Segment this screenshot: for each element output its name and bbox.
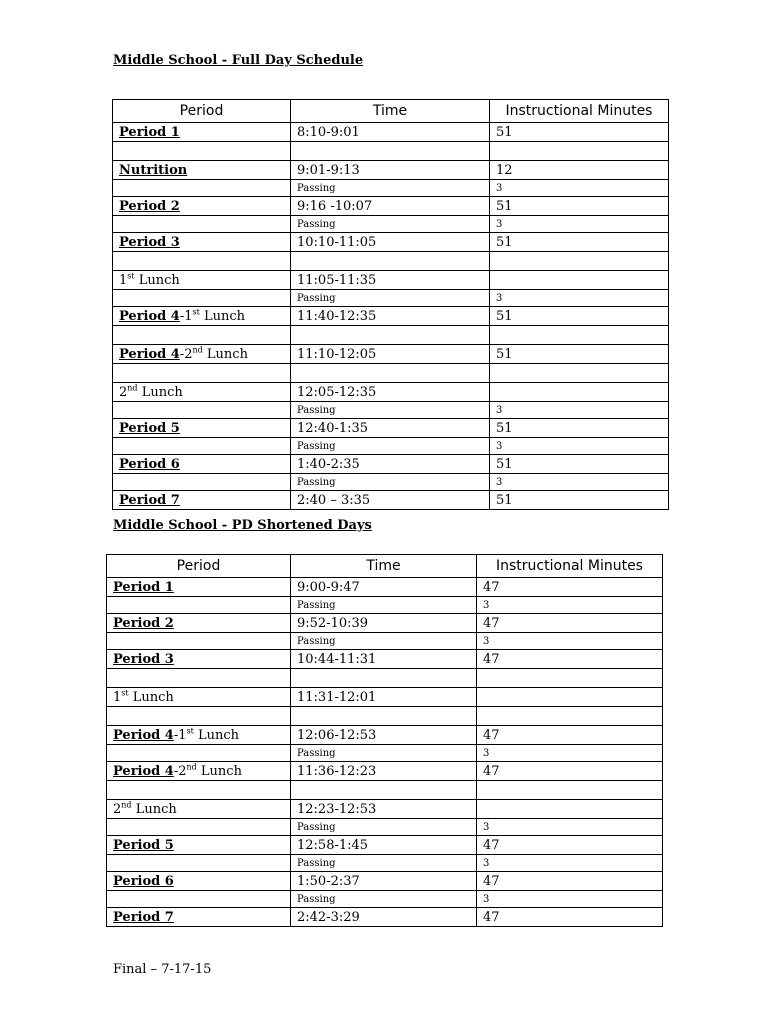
time-cell: 12:23-12:53 [291,800,477,819]
full-day-schedule-title: Middle School - Full Day Schedule [113,53,364,68]
time-cell: Passing [291,633,477,650]
column-header-time: Time [291,100,490,123]
minutes-cell [490,383,669,402]
minutes-cell: 3 [490,180,669,197]
period-suffix: 2 [113,801,122,817]
period-name: Period 5 [113,837,174,853]
period-cell [113,402,291,419]
column-header-period: Period [107,555,291,578]
lunch-label: Lunch [199,308,245,324]
table-row [113,233,669,252]
period-suffix: -1 [173,727,187,743]
minutes-cell: 3 [477,597,663,614]
table-row [113,290,669,307]
table-row [107,745,663,762]
table-row [107,872,663,891]
period-cell [107,908,291,927]
period-cell [113,123,291,142]
period-name: Period 3 [119,234,180,250]
time-cell [291,364,490,383]
table-row [107,614,663,633]
time-cell: 11:36-12:23 [291,762,477,781]
time-cell: 10:44-11:31 [291,650,477,669]
time-cell: 12:05-12:35 [291,383,490,402]
table-row [107,836,663,855]
period-cell [113,455,291,474]
table-row [107,707,663,726]
time-cell: 12:58-1:45 [291,836,477,855]
minutes-cell [490,271,669,290]
minutes-cell [477,707,663,726]
table-row [113,383,669,402]
table-row [113,123,669,142]
minutes-cell: 3 [490,216,669,233]
table-row [113,345,669,364]
time-cell: 8:10-9:01 [291,123,490,142]
minutes-cell [477,800,663,819]
period-cell [113,307,291,326]
period-cell [107,669,291,688]
full-day-schedule-rows [113,123,669,510]
time-cell: Passing [291,180,490,197]
table-header-row [113,100,669,123]
table-row [107,650,663,669]
lunch-label: Lunch [193,727,239,743]
ordinal-suffix: nd [121,800,132,810]
period-name: Period 7 [113,909,174,925]
minutes-cell: 3 [477,819,663,836]
time-cell: 2:40 – 3:35 [291,491,490,510]
ordinal-suffix: st [121,688,129,698]
period-name: Period 1 [113,579,174,595]
period-cell [107,614,291,633]
table-header-row [107,555,663,578]
table-row [113,180,669,197]
time-cell: Passing [291,855,477,872]
table-row [113,438,669,455]
period-name: Period 7 [119,492,180,508]
time-cell: 11:31-12:01 [291,688,477,707]
ordinal-suffix: nd [192,345,203,355]
table-row [107,726,663,745]
period-name: Period 1 [119,124,180,140]
column-header-minutes: Instructional Minutes [490,100,669,123]
period-cell [113,142,291,161]
period-cell [113,197,291,216]
period-name: Period 2 [119,198,180,214]
minutes-cell: 3 [490,402,669,419]
pd-shortened-days-table [106,554,663,927]
time-cell [291,781,477,800]
period-name: Period 4 [119,308,180,324]
table-row [107,800,663,819]
time-cell: 9:52-10:39 [291,614,477,633]
lunch-label: Lunch [196,763,242,779]
minutes-cell: 47 [477,726,663,745]
table-row [107,762,663,781]
table-row [113,402,669,419]
ordinal-suffix: st [186,726,194,736]
time-cell: 9:00-9:47 [291,578,477,597]
period-cell [107,597,291,614]
minutes-cell: 51 [490,197,669,216]
table-row [107,633,663,650]
time-cell [291,252,490,271]
time-cell: 11:05-11:35 [291,271,490,290]
table-row [113,364,669,383]
time-cell: Passing [291,891,477,908]
table-row [113,455,669,474]
period-name: Period 4 [113,763,174,779]
time-cell: 10:10-11:05 [291,233,490,252]
minutes-cell [490,142,669,161]
period-suffix: -1 [179,308,193,324]
table-row [113,419,669,438]
minutes-cell [490,364,669,383]
time-cell [291,326,490,345]
period-cell [113,216,291,233]
table-row [107,819,663,836]
table-row [113,474,669,491]
minutes-cell: 51 [490,419,669,438]
table-row [113,307,669,326]
ordinal-suffix: st [192,307,200,317]
period-cell [107,781,291,800]
time-cell: Passing [291,597,477,614]
pd-shortened-days-rows [107,578,663,927]
time-cell [291,669,477,688]
period-cell [113,438,291,455]
ordinal-suffix: nd [186,762,197,772]
lunch-label: Lunch [131,801,177,817]
period-suffix: -2 [179,346,193,362]
minutes-cell: 47 [477,836,663,855]
period-cell [113,491,291,510]
lunch-label: Lunch [134,272,180,288]
table-row [113,271,669,290]
time-cell: Passing [291,474,490,491]
time-cell: 2:42-3:29 [291,908,477,927]
time-cell: 9:01-9:13 [291,161,490,180]
column-header-period: Period [113,100,291,123]
ordinal-suffix: nd [127,383,138,393]
time-cell: 9:16 -10:07 [291,197,490,216]
period-name: Period 4 [119,346,180,362]
period-cell [113,161,291,180]
period-cell [113,252,291,271]
minutes-cell: 3 [490,474,669,491]
document-footer: Final – 7-17-15 [113,962,212,977]
time-cell: 11:10-12:05 [291,345,490,364]
minutes-cell: 3 [477,855,663,872]
minutes-cell [490,326,669,345]
minutes-cell: 47 [477,872,663,891]
lunch-label: Lunch [137,384,183,400]
period-cell [113,326,291,345]
period-suffix: 2 [119,384,128,400]
table-row [107,669,663,688]
table-row [107,688,663,707]
minutes-cell: 3 [490,290,669,307]
minutes-cell: 3 [477,633,663,650]
period-name: Period 6 [119,456,180,472]
period-name: Period 2 [113,615,174,631]
period-cell [113,290,291,307]
period-cell [107,819,291,836]
period-cell [107,855,291,872]
period-cell [107,762,291,781]
period-name: Period 4 [113,727,174,743]
minutes-cell: 51 [490,123,669,142]
time-cell [291,707,477,726]
time-cell: Passing [291,290,490,307]
period-cell [113,419,291,438]
column-header-time: Time [291,555,477,578]
period-cell [113,233,291,252]
period-cell [107,707,291,726]
minutes-cell: 3 [477,891,663,908]
period-cell [107,891,291,908]
ordinal-suffix: st [127,271,135,281]
minutes-cell: 47 [477,650,663,669]
period-cell [107,745,291,762]
period-cell [113,364,291,383]
time-cell [291,142,490,161]
minutes-cell [477,669,663,688]
period-cell [107,688,291,707]
time-cell: 1:40-2:35 [291,455,490,474]
table-row [107,597,663,614]
table-row [107,855,663,872]
minutes-cell [477,688,663,707]
minutes-cell: 51 [490,491,669,510]
period-name: Period 3 [113,651,174,667]
period-cell [107,650,291,669]
time-cell: 12:06-12:53 [291,726,477,745]
table-row [107,578,663,597]
minutes-cell: 47 [477,578,663,597]
time-cell: 12:40-1:35 [291,419,490,438]
full-day-schedule-table [112,99,669,510]
time-cell: 11:40-12:35 [291,307,490,326]
minutes-cell: 3 [490,438,669,455]
minutes-cell [477,781,663,800]
minutes-cell: 51 [490,233,669,252]
table-row [107,891,663,908]
lunch-label: Lunch [128,689,174,705]
period-cell [113,345,291,364]
lunch-label: Lunch [202,346,248,362]
period-cell [107,872,291,891]
time-cell: Passing [291,402,490,419]
minutes-cell [490,252,669,271]
table-row [113,161,669,180]
period-name: Nutrition [119,162,188,178]
period-cell [107,836,291,855]
minutes-cell: 51 [490,455,669,474]
table-row [113,197,669,216]
time-cell: Passing [291,745,477,762]
period-cell [107,633,291,650]
minutes-cell: 51 [490,307,669,326]
period-name: Period 6 [113,873,174,889]
period-cell [113,271,291,290]
table-row [107,908,663,927]
minutes-cell: 3 [477,745,663,762]
minutes-cell: 12 [490,161,669,180]
time-cell: 1:50-2:37 [291,872,477,891]
period-name: Period 5 [119,420,180,436]
period-cell [107,800,291,819]
minutes-cell: 47 [477,614,663,633]
time-cell: Passing [291,438,490,455]
table-row [113,142,669,161]
column-header-minutes: Instructional Minutes [477,555,663,578]
table-row [113,326,669,345]
period-cell [113,383,291,402]
minutes-cell: 51 [490,345,669,364]
period-cell [107,578,291,597]
time-cell: Passing [291,216,490,233]
period-cell [113,180,291,197]
period-suffix: -2 [173,763,187,779]
table-row [113,216,669,233]
table-row [113,252,669,271]
pd-shortened-days-title: Middle School - PD Shortened Days [113,518,372,533]
period-cell [113,474,291,491]
minutes-cell: 47 [477,762,663,781]
minutes-cell: 47 [477,908,663,927]
table-row [113,491,669,510]
period-suffix: 1 [119,272,128,288]
table-row [107,781,663,800]
period-cell [107,726,291,745]
period-suffix: 1 [113,689,122,705]
time-cell: Passing [291,819,477,836]
